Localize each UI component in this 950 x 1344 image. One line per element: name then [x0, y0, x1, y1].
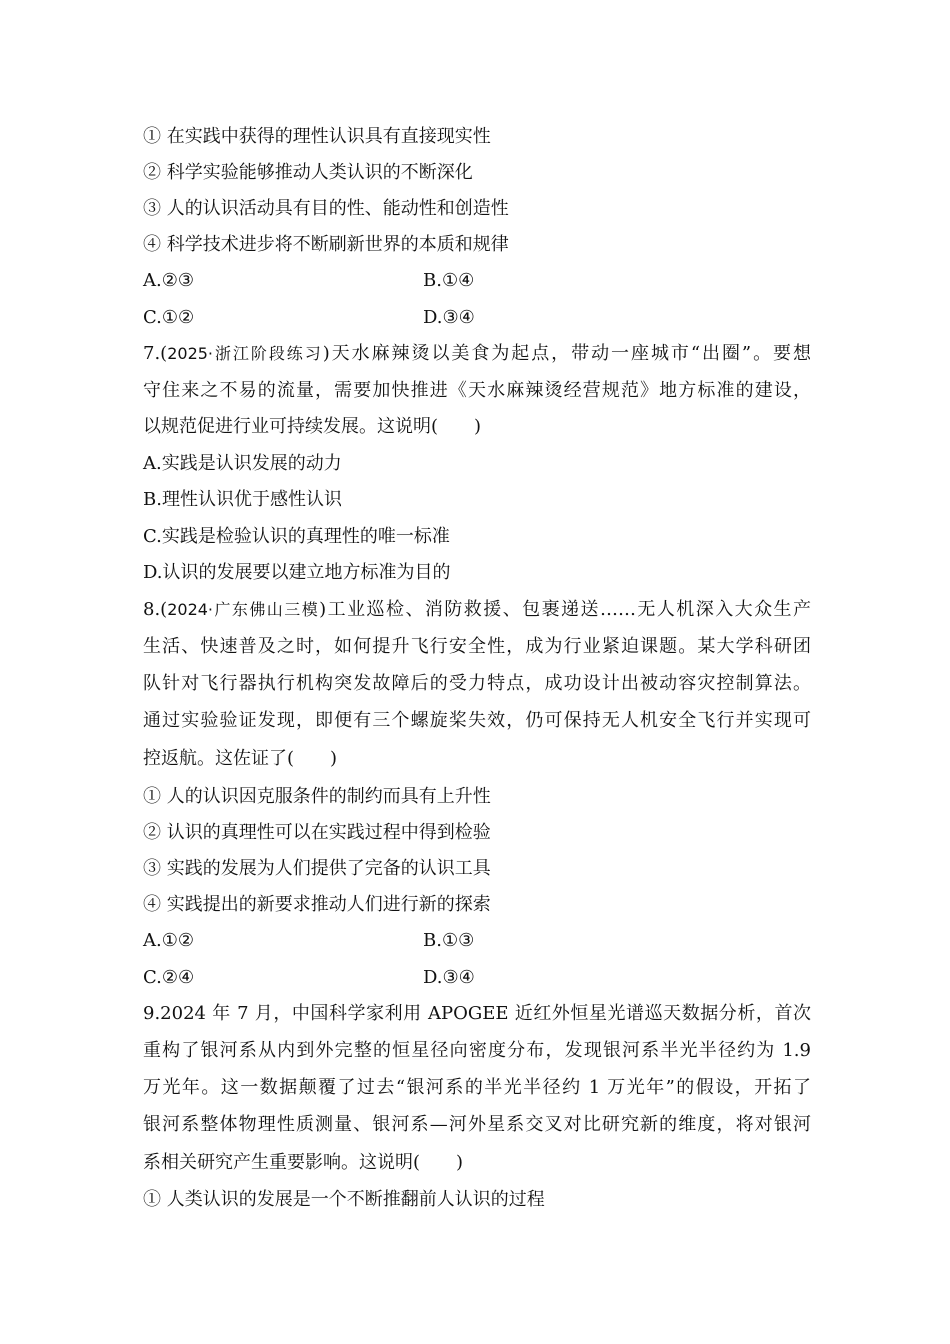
q6-item-3: ③ 人的认识活动具有目的性、能动性和创造性	[143, 198, 509, 219]
q9-stem-line-1: 9.2024 年 7 月，中国科学家利用 APOGEE 近红外恒星光谱巡天数据分析，首次	[143, 1003, 811, 1024]
q9-stem-line-2: 重构了银河系从内到外完整的恒星径向密度分布，发现银河系半光半径约为 1.9	[143, 1040, 811, 1061]
q8-item-2: ② 认识的真理性可以在实践过程中得到检验	[143, 822, 491, 843]
q8-option-a: A.①②	[143, 930, 194, 951]
q8-stem-line-4: 通过实验验证发现，即便有三个螺旋桨失效，仍可保持无人机安全飞行并实现可	[143, 710, 811, 731]
q6-option-d: D.③④	[423, 307, 475, 328]
q9-stem-line-4: 银河系整体物理性质测量、银河系—河外星系交叉对比研究新的维度，将对银河	[143, 1114, 811, 1135]
q7-option-b: B.理性认识优于感性认识	[143, 489, 342, 510]
q8-stem-line-3: 队针对飞行器执行机构突发故障后的受力特点，成功设计出被动容灾控制算法。	[143, 673, 811, 694]
q7-stem-line-1	[143, 341, 811, 367]
q6-option-c: C.①②	[143, 307, 195, 328]
q7-stem-line-2: 守住来之不易的流量，需要加快推进《天水麻辣烫经营规范》地方标准的建设，	[143, 380, 811, 401]
q7-number: 7.(	[143, 343, 168, 364]
q8-stem-line-1	[143, 597, 811, 623]
q9-stem-line-3: 万光年。这一数据颠覆了过去“银河系的半光半径约 1 万光年”的假设，开拓了	[143, 1077, 811, 1098]
q8-option-d: D.③④	[423, 967, 475, 988]
q6-item-4: ④ 科学技术进步将不断刷新世界的本质和规律	[143, 234, 509, 255]
q7-option-a: A.实践是认识发展的动力	[143, 453, 342, 474]
q8-item-1: ① 人的认识因克服条件的制约而具有上升性	[143, 786, 491, 807]
q8-number: 8.(	[143, 599, 168, 620]
q8-stem-text: )工业巡检、消防救援、包裹递送……无人机深入大众生产	[319, 599, 811, 620]
q8-source: 2024·广东佛山三模	[167, 600, 320, 619]
q6-option-b: B.①④	[423, 270, 475, 291]
q7-option-c: C.实践是检验认识的真理性的唯一标准	[143, 526, 450, 547]
q6-item-1: ① 在实践中获得的理性认识具有直接现实性	[143, 126, 491, 147]
q6-item-2: ② 科学实验能够推动人类认识的不断深化	[143, 162, 473, 183]
q7-option-d: D.认识的发展要以建立地方标准为目的	[143, 562, 451, 583]
q8-option-b: B.①③	[423, 930, 475, 951]
q8-item-4: ④ 实践提出的新要求推动人们进行新的探索	[143, 894, 491, 915]
q8-stem-line-2: 生活、快速普及之时，如何提升飞行安全性，成为行业紧迫课题。某大学科研团	[143, 636, 811, 657]
q7-stem-line-3: 以规范促进行业可持续发展。这说明( )	[143, 416, 482, 437]
q6-option-a: A.②③	[143, 270, 194, 291]
q8-item-3: ③ 实践的发展为人们提供了完备的认识工具	[143, 858, 491, 879]
q7-stem-text: )天水麻辣烫以美食为起点，带动一座城市“出圈”。要想	[322, 343, 811, 364]
q9-stem-line-5: 系相关研究产生重要影响。这说明( )	[143, 1152, 464, 1173]
q7-source: 2025·浙江阶段练习	[167, 344, 323, 363]
q8-stem-line-5: 控返航。这佐证了( )	[143, 748, 338, 769]
q9-item-1: ① 人类认识的发展是一个不断推翻前人认识的过程	[143, 1189, 545, 1210]
q8-option-c: C.②④	[143, 967, 195, 988]
